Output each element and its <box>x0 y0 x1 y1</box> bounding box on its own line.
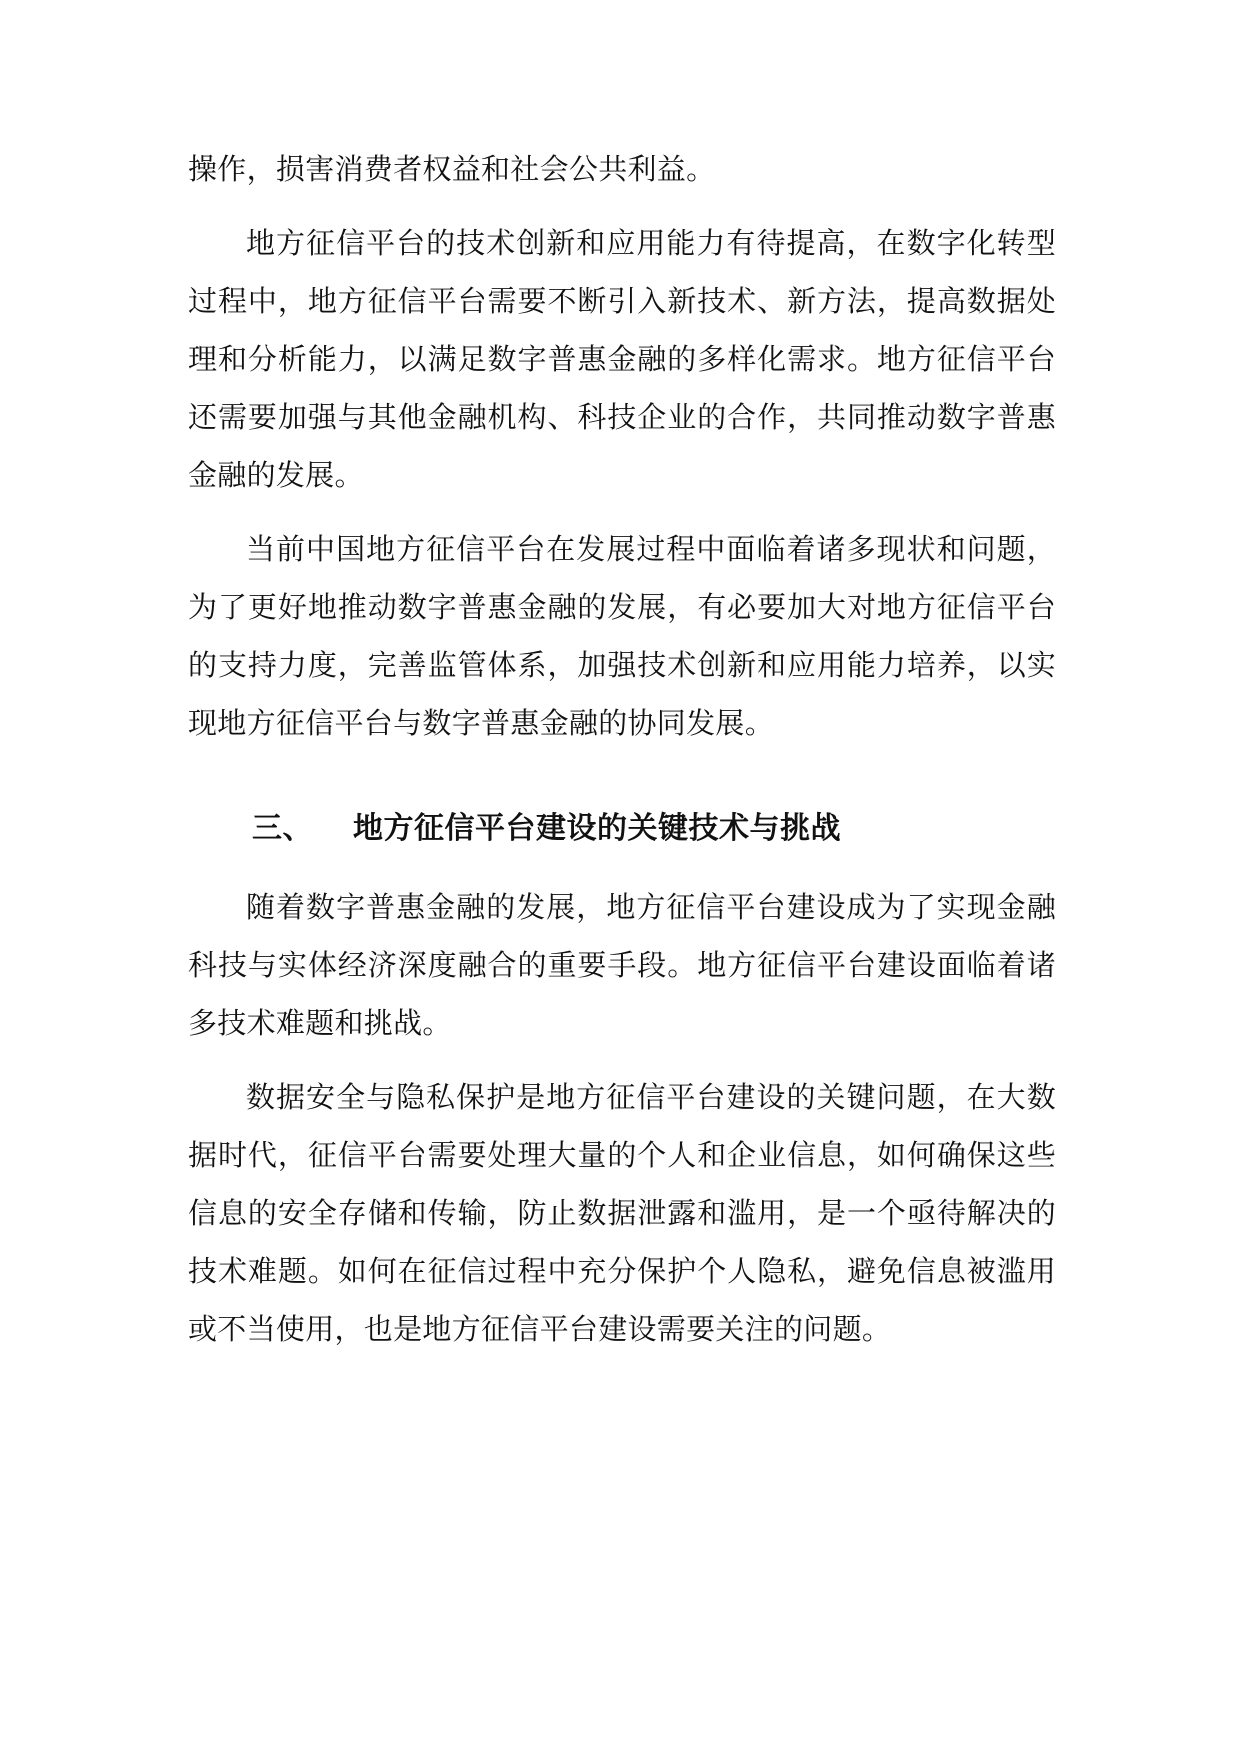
section-number: 三、 <box>252 811 313 846</box>
paragraph-continuation: 操作，损害消费者权益和社会公共利益。 <box>188 152 716 186</box>
paragraph-current-status: 当前中国地方征信平台在发展过程中面临着诸多现状和问题，为了更好地推动数字普惠金融的发展，有必要加大对地方征信平台的支持力度，完善监管体系，加强技术创新和应用能力培养，以实现地方征信平台与数字普惠金融的协同发展。 <box>188 532 1056 740</box>
paragraph-tech-innovation: 地方征信平台的技术创新和应用能力有待提高，在数字化转型过程中，地方征信平台需要不断引入新技术、新方法，提高数据处理和分析能力，以满足数字普惠金融的多样化需求。地方征信平台还需要加强与其他金融机构、科技企业的合作，共同推动数字普惠金融的发展。 <box>188 226 1056 492</box>
document-body <box>188 140 1056 1374</box>
paragraph-section-intro: 随着数字普惠金融的发展，地方征信平台建设成为了实现金融科技与实体经济深度融合的重要手段。地方征信平台建设面临着诸多技术难题和挑战。 <box>188 890 1056 1040</box>
section-heading <box>252 800 1056 858</box>
paragraph-data-security: 数据安全与隐私保护是地方征信平台建设的关键问题，在大数据时代，征信平台需要处理大量的个人和企业信息，如何确保这些信息的安全存储和传输，防止数据泄露和滥用，是一个亟待解决的技术难题。如何在征信过程中充分保护个人隐私，避免信息被滥用或不当使用，也是地方征信平台建设需要关注的问题。 <box>188 1080 1056 1346</box>
section-title: 地方征信平台建设的关键技术与挑战 <box>353 811 841 846</box>
